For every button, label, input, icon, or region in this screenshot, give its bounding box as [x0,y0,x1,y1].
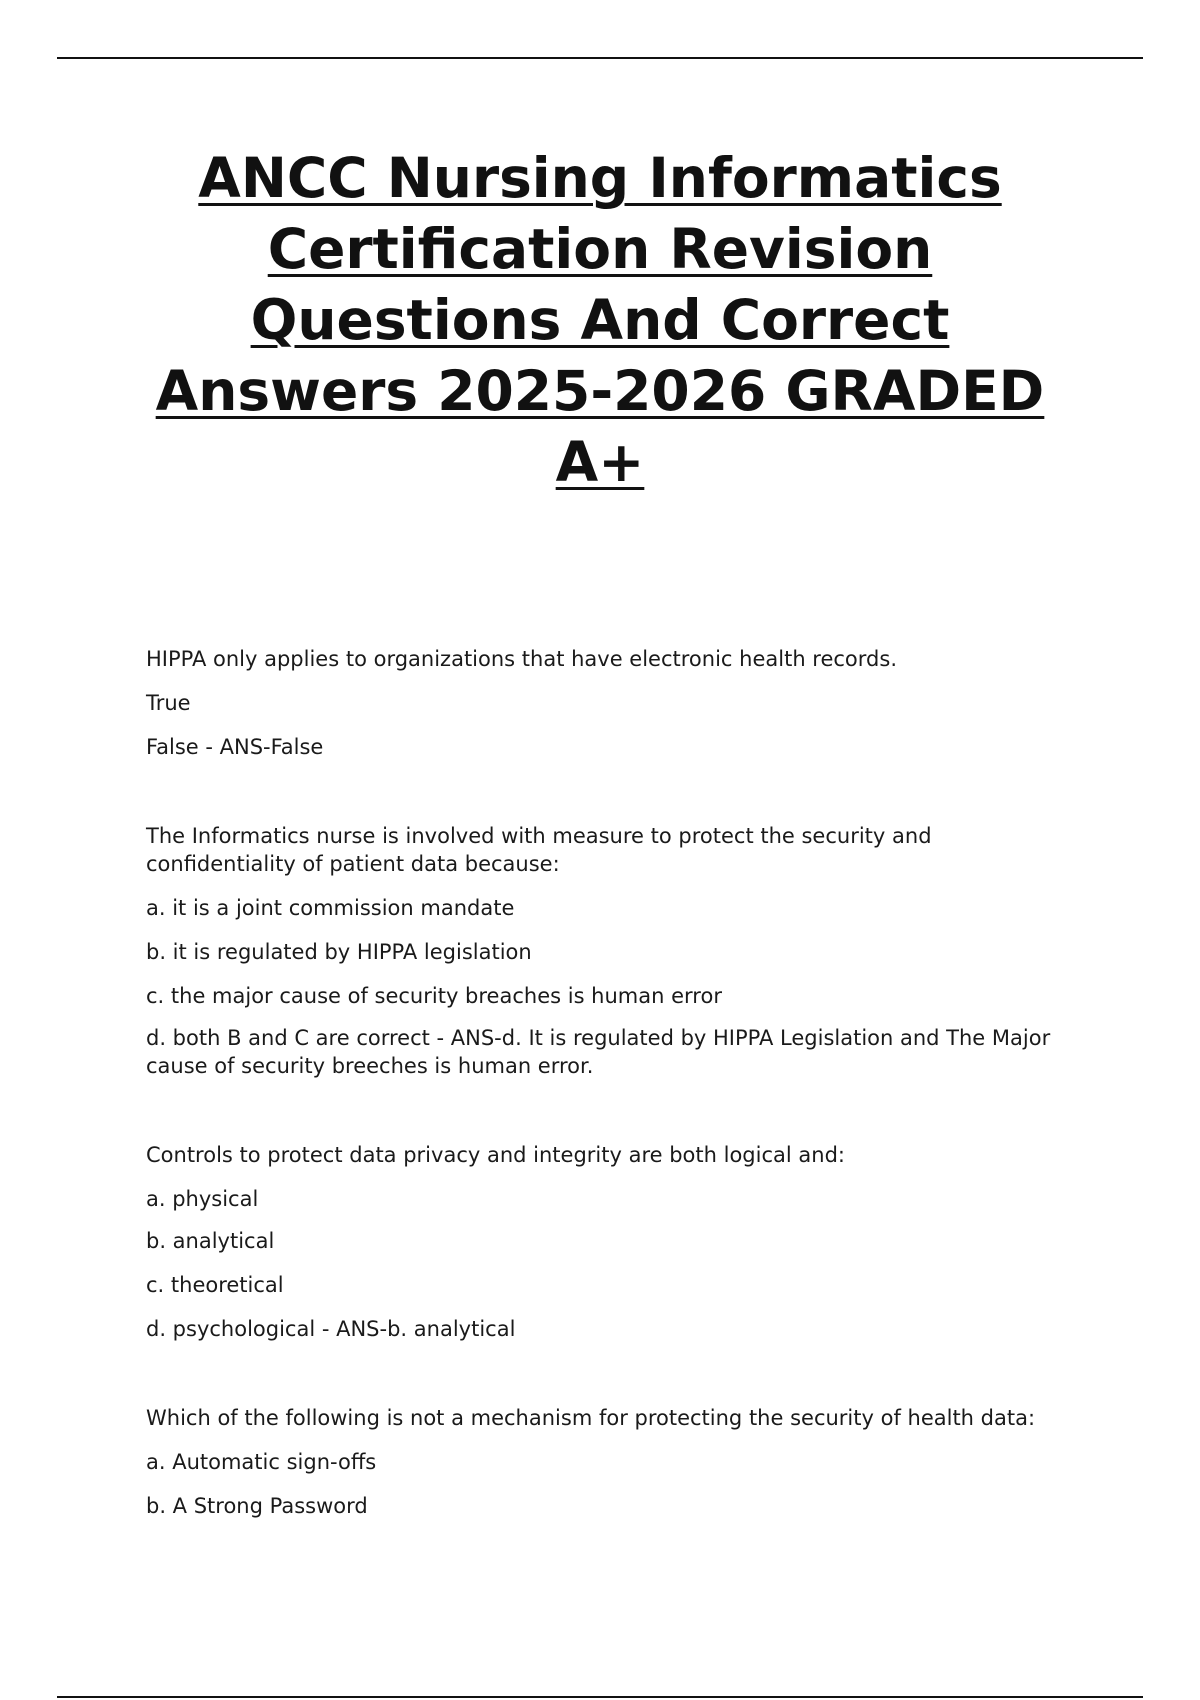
answer-option: b. analytical [146,1229,275,1253]
answer-option: True [146,691,191,715]
answer-option: d. both B and C are correct - ANS-d. It is regulated by HIPPA Legislation and The Major cause of security breeches is human error. [146,1026,1051,1078]
question-1 [146,645,1056,761]
answer-option: False - ANS-False [146,735,324,759]
header-rule [57,57,1143,59]
answer-option: c. the major cause of security breaches is human error [146,984,722,1008]
answer-option: b. A Strong Password [146,1494,368,1518]
answer-option: b. it is regulated by HIPPA legislation [146,940,532,964]
answer-option: d. psychological - ANS-b. analytical [146,1317,516,1341]
questions-list [146,645,1056,1581]
answer-option: c. theoretical [146,1273,284,1297]
question-stem: HIPPA only applies to organizations that have electronic health records. [146,647,897,671]
question-stem: Controls to protect data privacy and integrity are both logical and: [146,1143,845,1167]
question-4 [146,1404,1056,1520]
question-3 [146,1141,1056,1343]
footer-rule [57,1696,1143,1698]
answer-option: a. physical [146,1187,259,1211]
answer-option: a. it is a joint commission mandate [146,896,515,920]
question-stem: Which of the following is not a mechanism for protecting the security of health data: [146,1406,1036,1430]
document-title: ANCC Nursing Informatics Certification Revision Questions And Correct Answers 2025-2026 GRADED A+ [155,146,1045,494]
question-2 [146,822,1056,1080]
question-stem: The Informatics nurse is involved with measure to protect the security and confidentiality of patient data because: [146,824,932,876]
answer-option: a. Automatic sign-offs [146,1450,377,1474]
